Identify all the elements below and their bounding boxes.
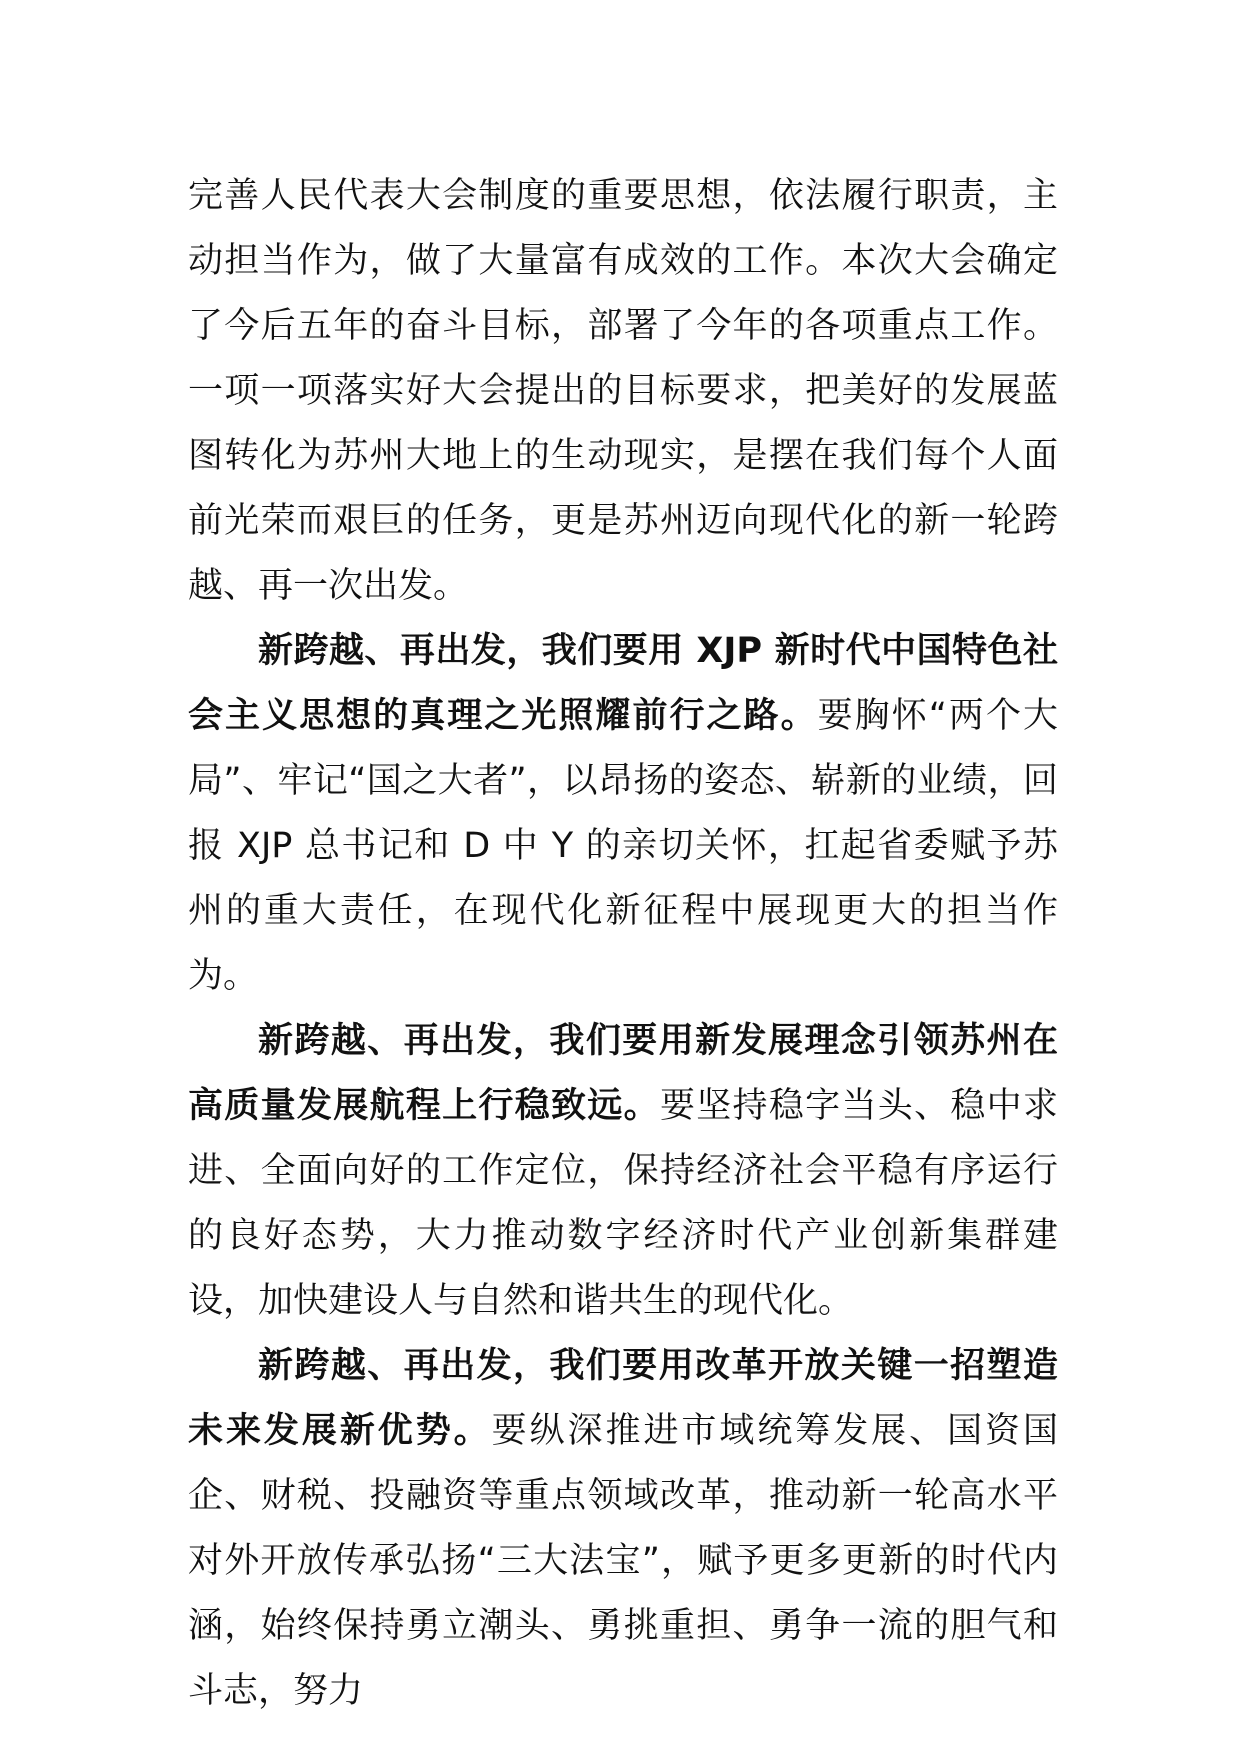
paragraph-lead: 新跨越、再出发，我们要用改革开放关键一招塑造未来发展新优势。 (188, 1346, 1058, 1451)
paragraph-continuation (188, 164, 1058, 619)
paragraph-xjp-thought (188, 619, 1058, 1009)
paragraph-body: 要纵深推进市域统筹发展、国资国企、财税、投融资等重点领域改革，推动新一轮高水平对外开放传承弘扬“三大法宝”，赋予更多更新的时代内涵，始终保持勇立潮头、勇挑重担、勇争一流的胆气和斗志，努力 (188, 1411, 1058, 1711)
paragraph-new-development (188, 1009, 1058, 1334)
document-page (188, 164, 1058, 1724)
paragraph-lead: 新跨越、再出发，我们要用 XJP 新时代中国特色社会主义思想的真理之光照耀前行之路。 (188, 631, 1058, 736)
paragraph-body: 要坚持稳字当头、稳中求进、全面向好的工作定位，保持经济社会平稳有序运行的良好态势，大力推动数字经济时代产业创新集群建设，加快建设人与自然和谐共生的现代化。 (188, 1086, 1058, 1321)
paragraph-body: 要胸怀“两个大局”、牢记“国之大者”，以昂扬的姿态、崭新的业绩，回报 XJP 总书记和 D 中 Y 的亲切关怀，扛起省委赋予苏州的重大责任，在现代化新征程中展现更大的担当作为。 (188, 696, 1058, 996)
paragraph-reform-opening (188, 1334, 1058, 1724)
paragraph-lead: 新跨越、再出发，我们要用新发展理念引领苏州在高质量发展航程上行稳致远。 (188, 1021, 1058, 1126)
paragraph-body: 完善人民代表大会制度的重要思想，依法履行职责，主动担当作为，做了大量富有成效的工作。本次大会确定了今后五年的奋斗目标，部署了今年的各项重点工作。一项一项落实好大会提出的目标要求，把美好的发展蓝图转化为苏州大地上的生动现实，是摆在我们每个人面前光荣而艰巨的任务，更是苏州迈向现代化的新一轮跨越、再一次出发。 (188, 176, 1058, 606)
